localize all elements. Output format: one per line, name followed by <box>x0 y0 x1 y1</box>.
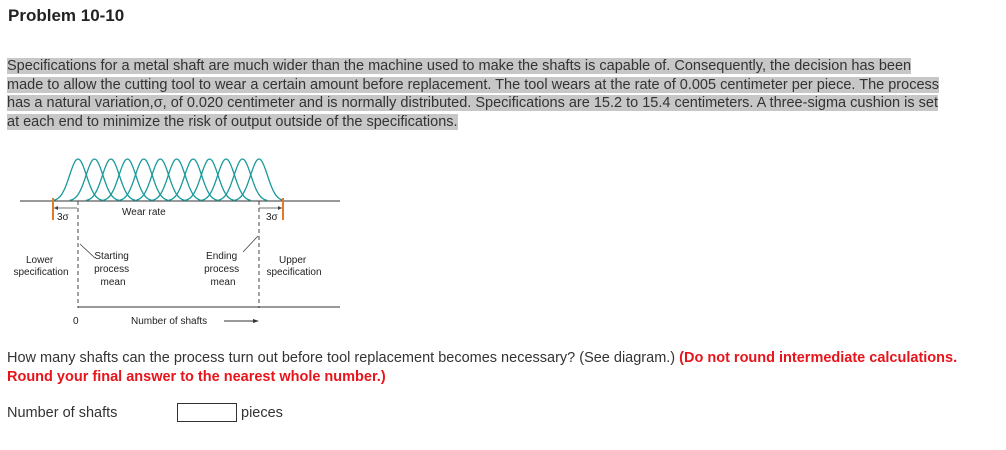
left-sigma-label: 3σ <box>57 212 69 223</box>
axis-zero-label: 0 <box>73 316 79 327</box>
starting-mean-label: Starting process mean <box>94 251 130 288</box>
rounding-instruction: (Do not round intermediate calculations. Round your final answer to the nearest whole number.) <box>7 350 958 385</box>
right-sigma-label: 3σ <box>266 212 278 223</box>
left-sigma-arrowhead <box>54 206 58 210</box>
question-text: How many shafts can the process turn out before tool replacement becomes necessary? (See diagram.) <box>7 350 676 366</box>
axis-arrowhead <box>253 319 259 323</box>
problem-statement <box>7 57 947 131</box>
wear-diagram <box>0 140 360 335</box>
answer-unit: pieces <box>241 404 283 421</box>
shafts-answer-input[interactable] <box>177 403 237 422</box>
axis-label: Number of shafts <box>131 316 208 327</box>
start-mean-pointer <box>80 244 95 258</box>
question <box>7 349 967 386</box>
normal-curves <box>53 159 284 200</box>
answer-label: Number of shafts <box>7 404 118 421</box>
lower-spec-label: Lower specification <box>13 255 69 278</box>
ending-mean-label: Ending process mean <box>204 251 240 288</box>
right-sigma-arrowhead <box>278 206 282 210</box>
end-mean-pointer <box>243 236 258 252</box>
problem-text: Specifications for a metal shaft are much wider than the machine used to make the shafts is capable of. Consequently, the decision has been made to allow the cutting tool to wear a certain amount before replacement. The tool wears at the rate of 0.005 centimeter per piece. The process has a natural variation,σ, of 0.020 centimeter and is normally distributed. Specifications are 15.2 to 15.4 centimeters. A three-sigma cushion is set at each end to minimize the risk of output outside of the specifications. <box>7 58 940 130</box>
problem-title: Problem 10-10 <box>8 6 125 25</box>
wear-rate-label: Wear rate <box>122 207 166 218</box>
answer-row <box>7 403 283 422</box>
upper-spec-label: Upper specification <box>266 255 322 278</box>
